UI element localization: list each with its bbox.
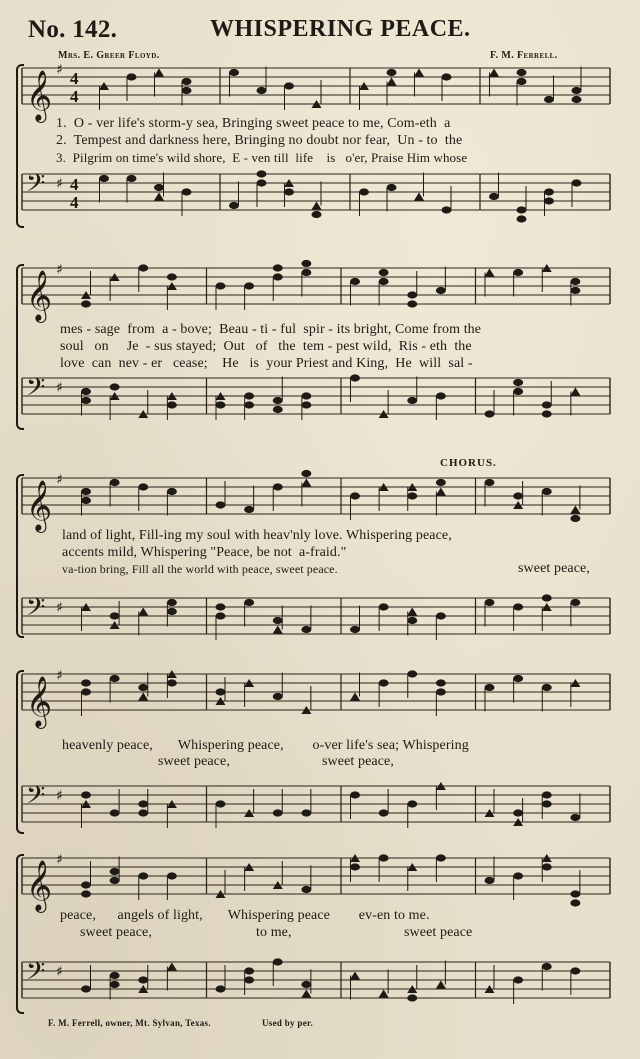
svg-text:4: 4 <box>70 69 79 88</box>
svg-text:𝄞: 𝄞 <box>26 860 53 911</box>
bass-staff-system-2 <box>0 372 640 422</box>
svg-text:𝄢: 𝄢 <box>26 169 46 204</box>
lyric-line-1-3: 3. Pilgrim on time's wild shore, E - ven till life is o'er, Praise Him whose <box>56 150 468 165</box>
bass-staff-system-5 <box>0 956 640 1006</box>
svg-text:𝄞: 𝄞 <box>26 676 53 727</box>
lyric-line-5-1: peace, angels of light, Whispering peace ev-en to me. <box>60 908 430 923</box>
lyric-line-1-1: 1. O - ver life's storm-y sea, Bringing sweet peace to me, Com-eth a <box>56 116 451 131</box>
lyric-line-4-2: sweet peace, <box>158 754 230 769</box>
footer-permission: Used by per. <box>262 1018 314 1028</box>
hymn-title: WHISPERING PEACE. <box>210 16 471 42</box>
treble-staff-system-5 <box>0 852 640 911</box>
svg-text:𝄞: 𝄞 <box>26 270 53 321</box>
svg-text:♯: ♯ <box>56 262 63 278</box>
lyric-line-3-1: land of light, Fill-ing my soul with heav'nly love. Whispering peace, <box>62 528 452 543</box>
svg-text:4: 4 <box>70 87 79 106</box>
lyric-line-5-3: to me, <box>256 925 292 940</box>
svg-text:♯: ♯ <box>56 788 63 804</box>
svg-text:♯: ♯ <box>56 964 63 980</box>
svg-text:♯: ♯ <box>56 472 63 488</box>
system-brace-4 <box>16 670 24 834</box>
bass-staff-system-3 <box>0 592 640 642</box>
lyric-line-4-1: heavenly peace, Whispering peace, o-ver life's sea; Whispering <box>62 738 469 753</box>
footer-owner: F. M. Ferrell, owner, Mt. Sylvan, Texas. <box>48 1018 211 1028</box>
lyric-line-3-alt: sweet peace, <box>518 561 590 576</box>
treble-staff-system-1 <box>0 62 640 121</box>
system-brace-5 <box>16 854 24 1014</box>
svg-text:♯: ♯ <box>56 380 63 396</box>
svg-text:𝄞: 𝄞 <box>26 480 53 531</box>
hymn-number: No. 142. <box>28 16 118 43</box>
composer-credit: F. M. Ferrell. <box>490 50 558 61</box>
lyric-line-4-3: sweet peace, <box>322 754 394 769</box>
lyric-line-2-1: mes - sage from a - bove; Beau - ti - ful spir - its bright, Come from the <box>60 322 482 337</box>
system-brace-3 <box>16 474 24 638</box>
lyric-line-2-3: love can nev - er cease; He is your Priest and King, He will sal - <box>60 356 473 371</box>
bass-staff-system-4 <box>0 780 640 830</box>
treble-staff-system-4 <box>0 668 640 727</box>
lyric-line-3-2: accents mild, Whispering "Peace, be not a-fraid." <box>62 545 347 560</box>
system-brace-1 <box>16 64 24 228</box>
system-brace-2 <box>16 264 24 430</box>
svg-text:♯: ♯ <box>56 668 63 684</box>
treble-staff-system-2 <box>0 262 640 321</box>
svg-text:𝄞: 𝄞 <box>26 70 53 121</box>
svg-text:𝄢: 𝄢 <box>26 593 46 628</box>
lyric-line-2-2: soul on Je - sus stayed; Out of the tem - pest wild, Ris - eth the <box>60 339 472 354</box>
chorus-label: CHORUS. <box>440 457 497 469</box>
lyric-line-1-2: 2. Tempest and darkness here, Bringing no doubt nor fear, Un - to the <box>56 133 463 148</box>
svg-text:♯: ♯ <box>56 176 63 192</box>
svg-text:4: 4 <box>70 193 79 212</box>
svg-text:𝄢: 𝄢 <box>26 781 46 816</box>
svg-text:♯: ♯ <box>56 62 63 78</box>
svg-text:𝄢: 𝄢 <box>26 957 46 992</box>
bass-staff-system-1 <box>0 168 640 218</box>
svg-text:♯: ♯ <box>56 600 63 616</box>
treble-staff-system-3 <box>0 472 640 531</box>
svg-text:♯: ♯ <box>56 852 63 868</box>
lyric-line-3-3: va-tion bring, Fill all the world with peace, sweet peace. <box>62 562 338 576</box>
svg-text:4: 4 <box>70 175 79 194</box>
lyric-line-5-2: sweet peace, <box>80 925 152 940</box>
svg-text:𝄢: 𝄢 <box>26 373 46 408</box>
lyric-line-5-4: sweet peace <box>404 925 473 940</box>
lyricist-credit: Mrs. E. Greer Floyd. <box>58 50 160 61</box>
